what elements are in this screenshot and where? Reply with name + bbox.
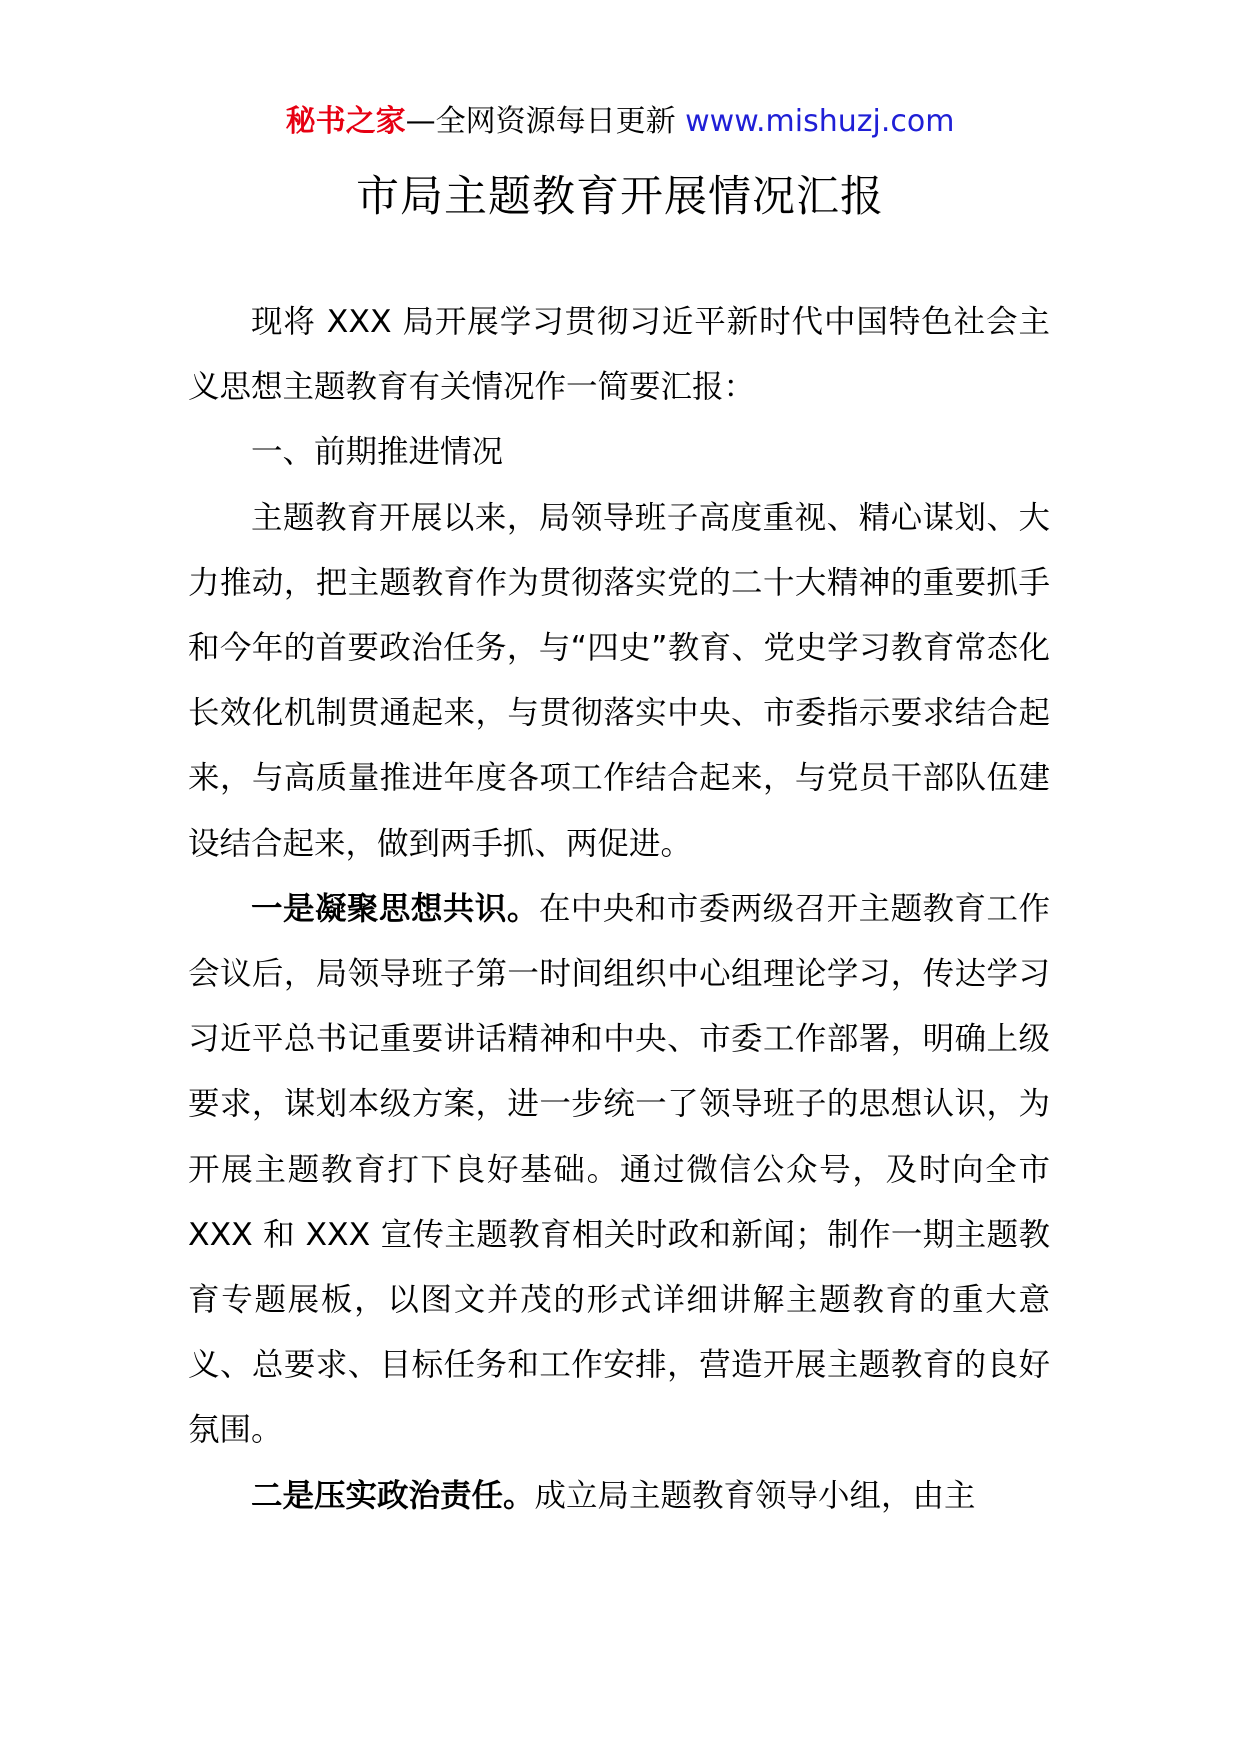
point-2-body: 成立局主题教育领导小组，由主 bbox=[534, 1477, 976, 1514]
point-1-paragraph bbox=[188, 877, 1050, 1464]
point-2-paragraph bbox=[188, 1464, 1050, 1529]
site-banner bbox=[0, 100, 1240, 144]
intro-paragraph: 现将 XXX 局开展学习贯彻习近平新时代中国特色社会主义思想主题教育有关情况作一简要汇报： bbox=[188, 304, 1050, 406]
banner-brand: 秘书之家 bbox=[285, 104, 406, 139]
banner-tagline: —全网资源每日更新 bbox=[405, 104, 686, 139]
document-body bbox=[188, 290, 1050, 1529]
point-2-lead: 二是压实政治责任。 bbox=[251, 1477, 535, 1514]
point-1-lead: 一是凝聚思想共识。 bbox=[251, 890, 539, 927]
overview-paragraph: 主题教育开展以来，局领导班子高度重视、精心谋划、大力推动，把主题教育作为贯彻落实党的二十大精神的重要抓手和今年的首要政治任务，与“四史”教育、党史学习教育常态化长效化机制贯通起来，与贯彻落实中央、市委指示要求结合起来，与高质量推进年度各项工作结合起来，与党员干部队伍建设结合起来，做到两手抓、两促进。 bbox=[188, 499, 1050, 862]
banner-url-link[interactable]: www.mishuzj.com bbox=[685, 104, 955, 139]
point-1-body: 在中央和市委两级召开主题教育工作会议后，局领导班子第一时间组织中心组理论学习，传达学习习近平总书记重要讲话精神和中央、市委工作部署，明确上级要求，谋划本级方案，进一步统一了领导班子的思想认识，为开展主题教育打下良好基础。通过微信公众号，及时向全市 XXX 和 XXX 宣传主题教育相关时政和新闻；制作一期主题教育专题展板，以图文并茂的形式详细讲解主题教育的重大意义、总要求、目标任务和工作安排，营造开展主题教育的良好氛围。 bbox=[188, 890, 1050, 1449]
section-heading: 一、前期推进情况 bbox=[251, 434, 504, 471]
document-title: 市局主题教育开展情况汇报 bbox=[356, 172, 884, 222]
